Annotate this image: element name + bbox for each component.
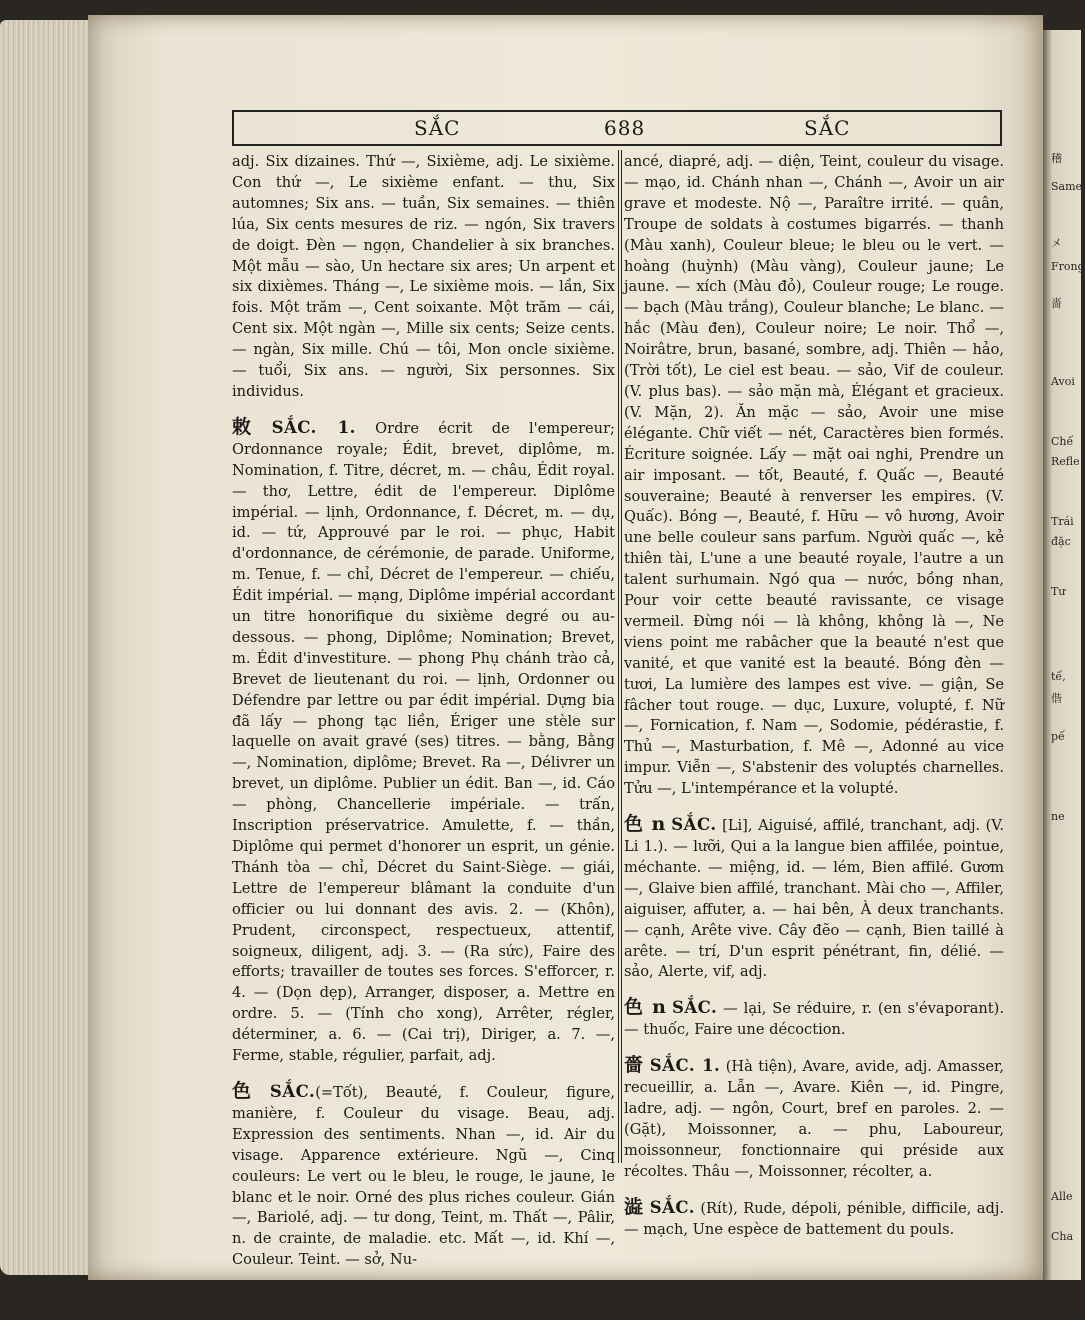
adjacent-fragment: Avoi [1051,375,1075,388]
header-left-word: SẮC [414,116,461,140]
entry-definition: — lại, Se réduire, r. (en s'évaporant). — thuốc, Faire une décoction. [624,1000,1005,1039]
adjacent-fragment: ne [1051,810,1065,823]
dictionary-entry [624,814,1004,983]
adjacent-fragment: Same [1051,180,1083,193]
entry-definition: (Hà tiện), Avare, avide, adj. Amasser, recueillir, a. Lẫn —, Avare. Kiên —, id. Pingre, ladre, adj. — ngôn, Court, bref en paroles. 2. — (Gặt), Moissonner, a. — phu, Laboureur, moissonneur, fonctionnaire qui préside aux récoltes. Thâu —, Moissonner, récolter, a. [624,1058,1004,1180]
entry-continuation: adj. Six dizaines. Thứ —, Sixième, adj. Le sixième. Con thứ —, Le sixième enfant. — thu, Six automnes; Six ans. — tuần, Six semaines. — thiên lúa, Six cents mesures de riz. — ngón, Six travers de doigt. Đèn — ngọn, Chandelier à six branches. Một mẫu — sào, Un hectare six ares; Un arpent et six dixièmes. Tháng —, Le sixième mois. — lần, Six fois. Một trăm —, Cent soixante. Một trăm — cái, Cent six. Một ngàn —, Mille six cents; Seize cents. — ngàn, Six mille. Chú — tôi, Mon oncle sixième. — tuổi, Six ans. — người, Six personnes. Six individus. [232,153,615,400]
han-character: 色 n [624,996,666,1019]
adjacent-fragment: Chế [1051,435,1074,448]
entry-definition: Ordre écrit de l'empereur; Ordonnance royale; Édit, brevet, diplôme, m. Nomination, f. Titre, décret, m. — châu, Édit royal. — thơ, Lettre, édit de l'empereur. Diplôme impérial. — lịnh, Ordonnance, f. Décret, m. — dụ, id. — tứ, Approuvé par le roi. — phục, Habit d'ordonnance, de cérémonie, de parade. Uniforme, m. Tenue, f. — chỉ, Décret de l'empereur. — chiếu, Édit impérial. — mạng, Diplôme impérial accordant un titre honorifique du sixième degré ou au-dessous. — phong, Diplôme; Nomination; Brevet, m. Édit d'investiture. — phong Phụ chánh trào cả, Brevet de lieutenant du roi. — lịnh, Ordonner ou Défendre par lettre ou par édit impérial. Dựng bia đã lấy — phong tạc liền, Ériger une stèle sur laquelle on avait gravé (ses) titres. — bằng, Bằng —, Nomination, diplôme; Brevet. Ra —, Délivrer un brevet, un diplôme. Publier un édit. Ban —, id. Cáo — phòng, Chancellerie impériale. — trấn, Inscription préservatrice. Amulette, f. — thần, Diplôme qui permet d'honorer un esprit, un génie. Thánh tòa — chỉ, Décret du Saint-Siège. — giái, Lettre de l'empereur blâmant la conduite d'un officier ou lui donnant des avis. 2. — (Khôn), Prudent, circonspect, respectueux, attentif, soigneux, diligent, adj. 3. — (Ra sức), Faire des efforts; travailler de toutes ses forces. S'efforcer, r. 4. — (Dọn dẹp), Arranger, disposer, a. Mettre en ordre. 5. — (Tính cho xong), Arrêter, régler, déterminer, a. 6. — (Cai trị), Diriger, a. 7. —, Ferme, stable, régulier, parfait, adj. [232,419,615,1065]
han-character: 澁 [624,1195,644,1218]
headword: SẮC. [671,815,717,835]
left-column [232,152,615,1271]
column-divider [618,150,622,1163]
entry-continuation: ancé, diapré, adj. — diện, Teint, couleur du visage. — mạo, id. Chánh nhan —, Chánh —, Avoir un air grave et modeste. Nộ —, Paraître irrité. — quân, Troupe de soldats à costumes bigarrés. — thanh (Màu xanh), Couleur bleue; le bleu ou le vert. — hoàng (huỳnh) (Màu vàng), Couleur jaune; Le jaune. — xích (Màu đỏ), Couleur rouge; Le rouge. — bạch (Màu trắng), Couleur blanche; Le blanc. — hắc (Màu đen), Couleur noire; Le noir. Thổ —, Noirâtre, brun, basané, sombre, adj. Thiên — hảo, (Trời tốt), Le ciel est beau. — sảo, Vif de couleur. (V. plus bas). — sảo mặn mà, Élégant et gracieux. (V. Mặn, 2). Ăn mặc — sảo, Avoir une mise élégante. Chữ viết — nét, Caractères bien formés. Écriture soignée. Lấy — mặt oai nghi, Prendre un air imposant. — tốt, Beauté, f. Quấc —, Beauté souveraine; Beauté à renverser les empires. (V. Quấc). Bóng —, Beauté, f. Hữu — vô hương, Avoir une belle couleur sans parfum. Người quấc —, kẻ thiên tài, L'une a une beauté royale, l'autre a un talent surhumain. Ngó qua — nước, bồng nhan, Pour voir cette beauté ravissante, ce visage vermeil. Đừng nói — là không, không là —, Ne viens point me rabâcher que la beauté n'est que vanité, et que vanité est la beauté. Bóng đèn — tươi, La lumière des lampes est vive. — giận, Se fâcher tout rouge. — dục, Luxure, volupté, f. Nữ —, Fornication, f. Nam —, Sodomie, pédérastie, f. Thủ —, Masturbation, f. Mê —, Adonné au vice impur. Viễn —, S'abstenir des voluptés charnelles. Tửu —, L'intempérance et la volupté. [624,153,1004,798]
adjacent-fragment: Cha [1051,1230,1074,1243]
entry-definition: (Rít), Rude, dépoli, pénible, difficile, adj. — mạch, Une espèce de battement du pouls. [624,1199,1004,1238]
adjacent-fragment: 偕 [1051,692,1062,705]
dictionary-entry [232,1081,615,1271]
right-column [624,152,1004,1240]
headword: SẮC. 1. [649,1056,721,1076]
han-character: 敕 [232,415,266,438]
headword: SẮC. 1. [271,417,356,437]
page-number: 688 [604,116,646,140]
adjacent-fragment: Alle [1051,1190,1073,1203]
running-header [232,110,1002,146]
adjacent-fragment: 嗇 [1051,297,1062,310]
headword: SẮC. [269,1081,316,1101]
dictionary-entry [624,1055,1004,1182]
adjacent-page-edge [1043,30,1085,1280]
adjacent-fragment: tế, [1051,670,1066,683]
dictionary-entry [232,417,615,1067]
dictionary-entry [624,1197,1004,1241]
adjacent-fragment: pế [1051,730,1065,743]
entry-definition: [Li], Aiguisé, affilé, tranchant, adj. (V. Li 1.). — lưỡi, Qui a la langue bien affilée, pointue, méchante. — miệng, id. — lém, Bien affilé. Gươm —, Glaive bien affilé, tranchant. Mài cho —, Affiler, aiguiser, affuter, a. — hai bên, À deux tranchants. — cạnh, Arête vive. Cây đẽo — cạnh, Bien taillé à arête. — trí, D'un esprit pénétrant, fin, délié. — sảo, Alerte, vif, adj. [624,817,1004,981]
adjacent-fragment: Trái [1051,515,1074,528]
adjacent-fragment: Frong [1051,260,1085,273]
dictionary-entry [624,997,1004,1041]
adjacent-fragment: Tư [1051,585,1066,598]
adjacent-fragment: 㐅 [1051,237,1062,250]
adjacent-fragment: 稽 [1051,152,1062,165]
header-right-word: SẮC [804,116,851,140]
han-character: 色 [232,1079,264,1102]
adjacent-fragment: đặc [1051,535,1071,548]
entry-definition: (=Tốt), Beauté, f. Couleur, figure, manière, f. Couleur du visage. Beau, adj. Expression des sentiments. Nhan —, id. Air du visage. Apparence extérieure. Ngũ —, Cinq couleurs: Le vert ou le bleu, le rouge, le jaune, le blanc et le noir. Orné des plus riches couleur. Gián —, Bariolé, adj. — tư dong, Teint, m. Thất —, Pâlir, n. de crainte, de maladie. etc. Mất —, id. Khí —, Couleur. Teint. — sở, Nu- [232,1083,615,1269]
headword: SẮC. [671,998,718,1018]
han-character: 嗇 [624,1054,644,1077]
han-character: 色 n [624,813,666,836]
adjacent-fragment: Refle [1051,455,1080,468]
headword: SẮC. [649,1197,696,1217]
